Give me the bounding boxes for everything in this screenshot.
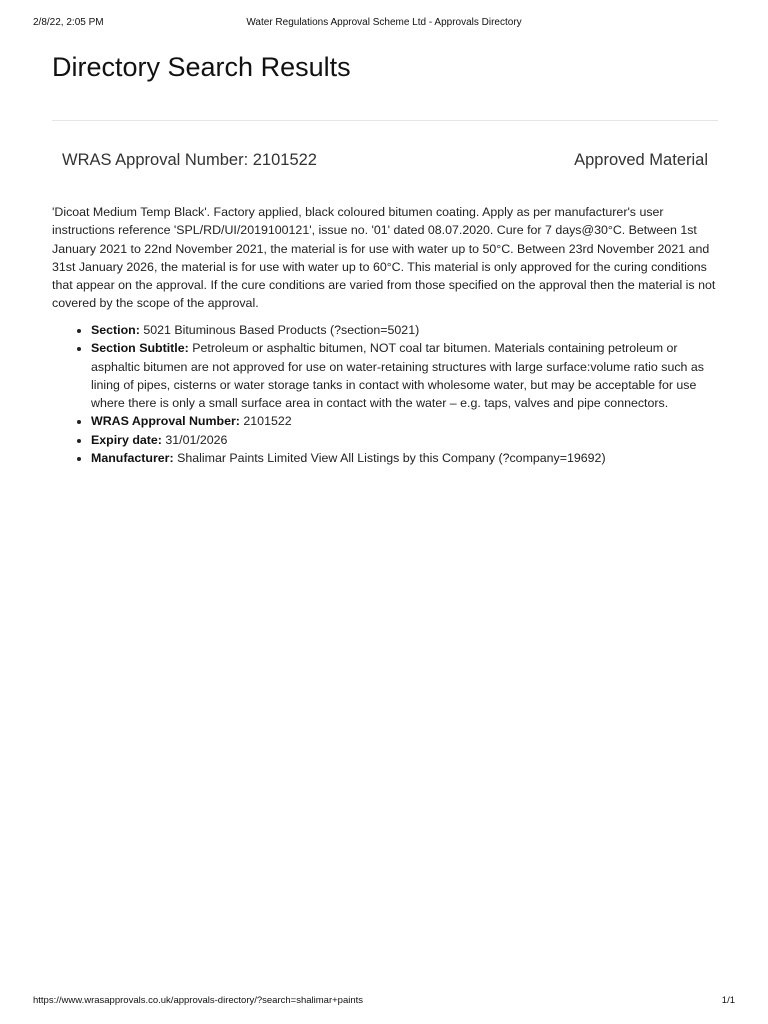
- detail-approval-number: [91, 412, 720, 430]
- approval-status: Approved Material: [574, 151, 708, 169]
- detail-section: [91, 321, 720, 339]
- print-footer: [33, 995, 735, 1009]
- print-page-title: Water Regulations Approval Scheme Ltd - Approvals Directory: [246, 17, 522, 28]
- detail-section-label: Section:: [91, 323, 140, 337]
- detail-section-subtitle: [91, 339, 720, 412]
- print-url: https://www.wrasapprovals.co.uk/approvals-directory/?search=shalimar+paints: [33, 995, 364, 1006]
- detail-section-value: 5021 Bituminous Based Products (?section=5021): [143, 323, 420, 337]
- print-header: [33, 17, 735, 31]
- detail-expiry-date-value: 31/01/2026: [165, 432, 228, 447]
- detail-manufacturer-label: Manufacturer:: [91, 451, 174, 466]
- page-title: Directory Search Results: [52, 52, 351, 82]
- detail-section-subtitle-label: Section Subtitle:: [91, 341, 189, 356]
- approval-details-list: [52, 321, 720, 467]
- detail-manufacturer-value: Shalimar Paints Limited View All Listings by this Company (?company=19692): [177, 451, 606, 466]
- print-date: 2/8/22, 2:05 PM: [33, 17, 104, 28]
- detail-approval-number-value: 2101522: [243, 414, 292, 429]
- print-page-number: 1/1: [721, 995, 735, 1006]
- detail-expiry-date: [91, 431, 720, 449]
- detail-manufacturer: [91, 449, 720, 467]
- divider: [52, 120, 718, 121]
- detail-approval-number-label: WRAS Approval Number:: [91, 414, 240, 429]
- detail-section-subtitle-value: Petroleum or asphaltic bitumen, NOT coal tar bitumen. Materials containing petroleum or asphaltic bitumen are not approved for use on water-retaining structures with large surface:volume ratio such as lining of pipes, cisterns or water storage tanks in contact with wholesome water, but may be acceptable for use where there is only a small surface area in contact with the water – e.g. taps, valves and pipe connectors.: [91, 341, 704, 411]
- detail-expiry-date-label: Expiry date:: [91, 432, 162, 447]
- approval-number-heading: WRAS Approval Number: 2101522: [62, 151, 317, 169]
- approval-description: 'Dicoat Medium Temp Black'. Factory applied, black coloured bitumen coating. Apply as per manufacturer's user instructions reference 'SPL/RD/UI/2019100121', issue no. '01' dated 08.07.2020. Cure for 7 days@30°C. Between 1st January 2021 to 22nd November 2021, the material is for use with water up to 50°C. Between 23rd November 2021 and 31st January 2026, the material is for use with water up to 60°C. This material is only approved for the curing conditions that appear on the approval. If the cure conditions are varied from those specified on the approval then the material is not covered by the scope of the approval.: [52, 205, 716, 311]
- approval-header: [62, 151, 708, 173]
